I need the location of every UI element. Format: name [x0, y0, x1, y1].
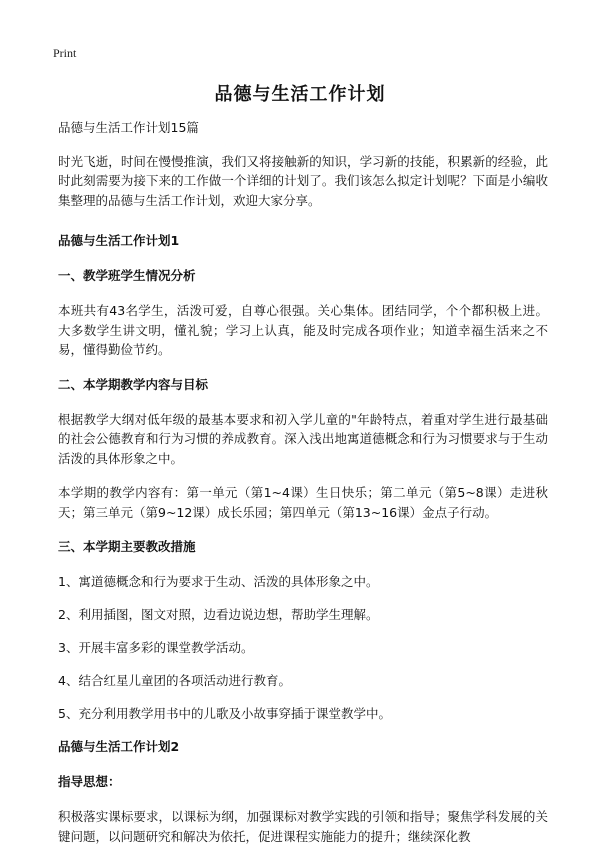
document-body	[58, 118, 548, 846]
print-link[interactable]: Print	[53, 46, 77, 60]
guiding-ideas-heading: 指导思想：	[58, 774, 121, 789]
measure-list-item: 3、开展丰富多彩的课堂教学活动。	[58, 640, 254, 655]
section3-heading: 三、本学期主要教改措施	[58, 539, 196, 554]
section2-paragraph-units: 本学期的教学内容有：第一单元（第1~4课）生日快乐；第二单元（第5~8课）走进秋天；第三单元（第9~12课）成长乐园；第四单元（第13~16课）金点子行动。	[58, 485, 548, 520]
document-subtitle: 品德与生活工作计划15篇	[58, 120, 199, 135]
measure-list-item: 5、充分利用教学用书中的儿歌及小故事穿插于课堂教学中。	[58, 706, 391, 721]
section2-paragraph-goals: 根据教学大纲对低年级的最基本要求和初入学儿童的"年龄特点，着重对学生进行最基础的社会公德教育和行为习惯的养成教育。深入浅出地寓道德概念和行为习惯要求与于生动活泼的具体形象之中。	[58, 411, 548, 466]
measure-list-item: 2、利用插图，图文对照，边看边说边想，帮助学生理解。	[58, 607, 379, 622]
section1-paragraph: 本班共有43名学生，活泼可爱，自尊心很强。关心集体。团结同学，个个都积极上进。大多数学生讲文明，懂礼貌；学习上认真，能及时完成各项作业；知道幸福生活来之不易，懂得勤俭节约。	[58, 303, 548, 357]
plan2-heading: 品德与生活工作计划2	[58, 739, 180, 754]
plan1-heading: 品德与生活工作计划1	[58, 233, 180, 248]
page-title: 品德与生活工作计划	[214, 84, 386, 105]
intro-paragraph: 时光飞逝，时间在慢慢推演，我们又将接触新的知识，学习新的技能，积累新的经验，此时此刻需要为接下来的工作做一个详细的计划了。我们该怎么拟定计划呢？下面是小编收集整理的品德与生活工作计划，欢迎大家分享。	[58, 153, 548, 208]
measure-list-item: 4、结合红星儿童团的各项活动进行教育。	[58, 673, 291, 688]
section2-heading: 二、本学期教学内容与目标	[58, 376, 209, 392]
guiding-ideas-paragraph: 积极落实课标要求，以课标为纲，加强课标对教学实践的引领和指导；聚焦学科发展的关键问题，以问题研究和解决为依托，促进课程实施能力的提升；继续深化教	[58, 809, 548, 844]
section1-heading: 一、教学班学生情况分析	[58, 268, 196, 283]
measure-list-item: 1、寓道德概念和行为要求于生动、活泼的具体形象之中。	[58, 574, 379, 589]
